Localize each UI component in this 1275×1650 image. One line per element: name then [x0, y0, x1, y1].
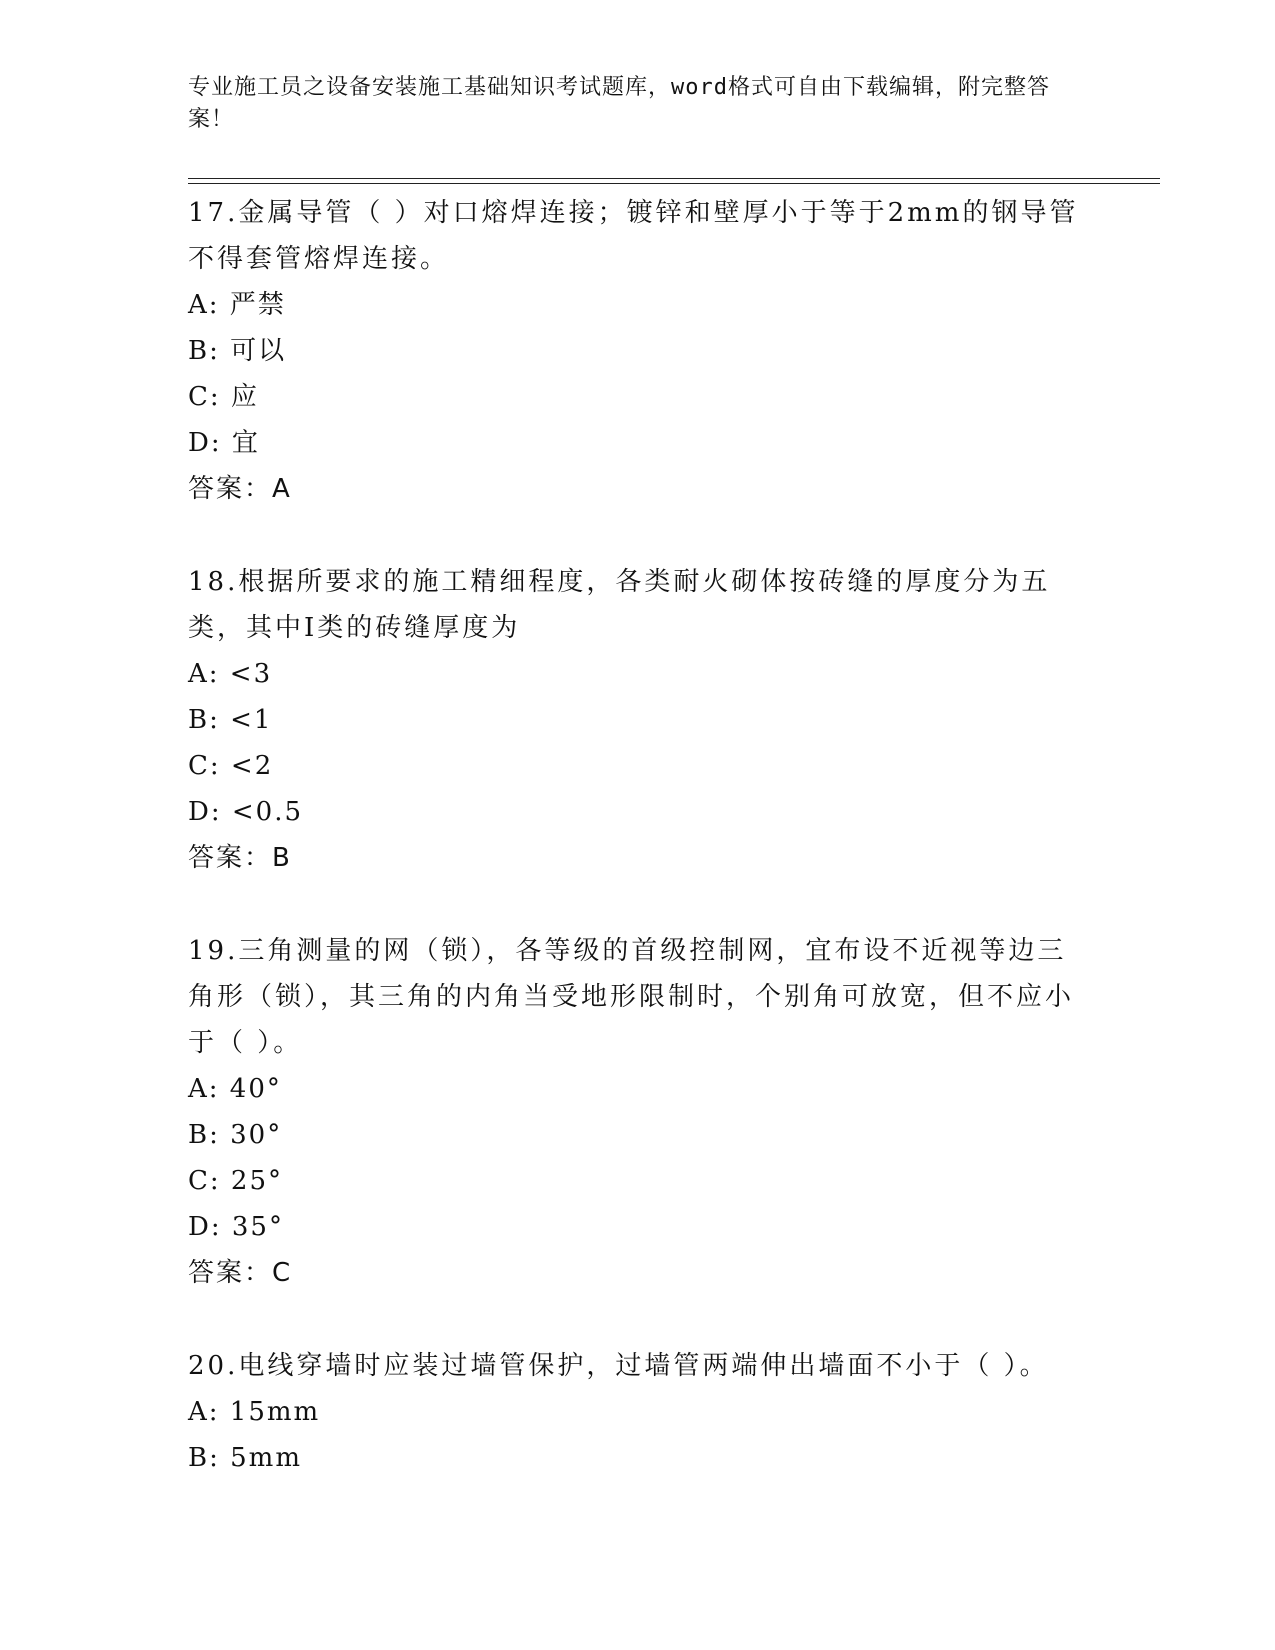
answer-line: 答案：C	[188, 1258, 293, 1288]
option-d: D: 35°	[188, 1212, 284, 1242]
question-stem: 19.三角测量的网（锁），各等级的首级控制网，宜布设不近视等边三角形（锁），其三角的内角当受地形限制时，个别角可放宽，但不应小于（ ）。	[188, 936, 1075, 1058]
question-stem: 20.电线穿墙时应装过墙管保护，过墙管两端伸出墙面不小于（ ）。	[188, 1351, 1049, 1381]
answer-line: 答案：A	[188, 474, 292, 504]
option-b: B: 可以	[188, 336, 287, 366]
answer-line: 答案：B	[188, 843, 292, 873]
question-18	[188, 559, 1088, 881]
option-b: B: <1	[188, 705, 273, 735]
question-19	[188, 928, 1088, 1296]
option-c: C: 25°	[188, 1166, 284, 1196]
option-d: D: 宜	[188, 428, 260, 458]
question-stem: 17.金属导管（ ）对口熔焊连接；镀锌和壁厚小于等于2mm的钢导管不得套管熔焊连接。	[188, 198, 1079, 274]
question-20	[188, 1343, 1088, 1481]
option-c: C: 应	[188, 382, 259, 412]
header-divider-bottom	[188, 183, 1160, 184]
option-a: A: <3	[188, 659, 273, 689]
option-d: D: <0.5	[188, 797, 304, 827]
question-list	[188, 190, 1088, 1528]
question-stem: 18.根据所要求的施工精细程度，各类耐火砌体按砖缝的厚度分为五类，其中I类的砖缝厚度为	[188, 567, 1051, 643]
question-17	[188, 190, 1088, 512]
option-c: C: <2	[188, 751, 274, 781]
option-a: A: 15mm	[188, 1397, 321, 1427]
option-b: B: 30°	[188, 1120, 283, 1150]
option-b: B: 5mm	[188, 1443, 302, 1473]
document-header: 专业施工员之设备安装施工基础知识考试题库，word格式可自由下载编辑，附完整答案！	[188, 75, 1050, 132]
header-divider-top	[188, 178, 1160, 179]
option-a: A: 严禁	[188, 290, 286, 320]
option-a: A: 40°	[188, 1074, 282, 1104]
